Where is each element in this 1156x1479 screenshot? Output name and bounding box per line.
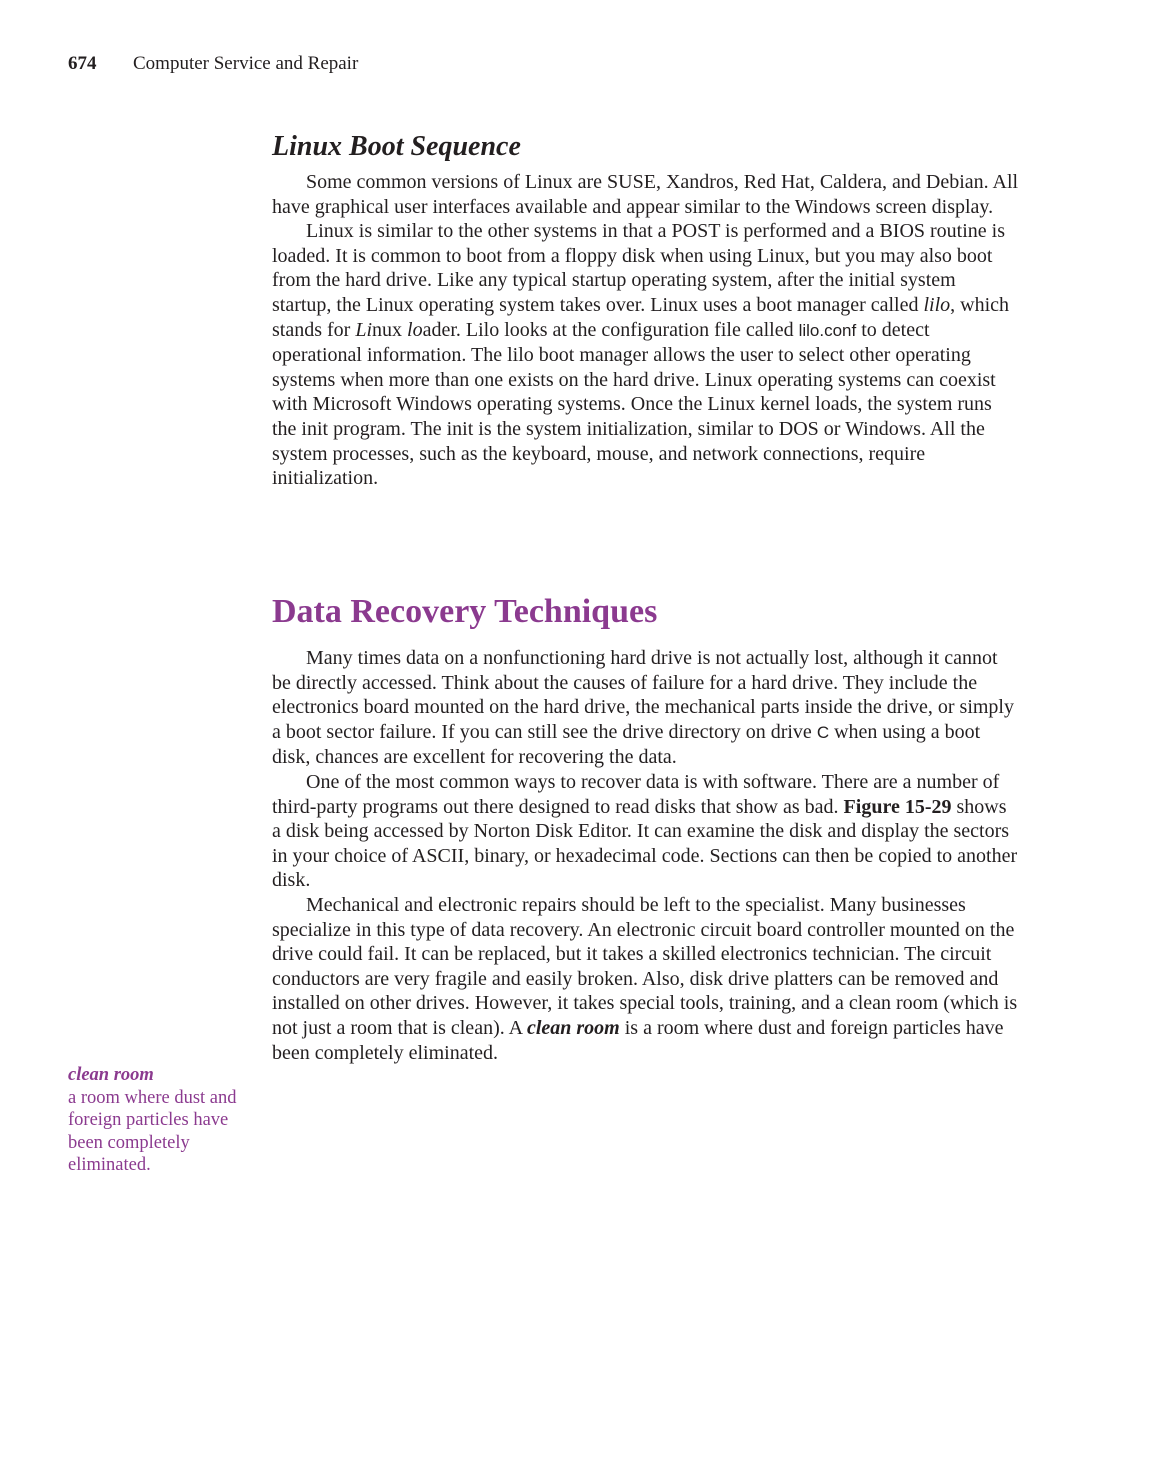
recovery-section-body xyxy=(272,646,1020,1065)
text-run: to detect operational information. The lilo boot manager allows the user to select other operating systems when more than one exists on the hard drive. Linux operating systems can coexist with Microsoft Windows operating systems. Once the Linux kernel loads, the system runs the init program. The init is the system initialization, similar to DOS or Windows. All the system processes, such as the keyboard, mouse, and network connections, require initialization. xyxy=(272,318,996,490)
drive-letter: C xyxy=(816,722,830,742)
section-heading-data-recovery: Data Recovery Techniques xyxy=(272,593,658,630)
text-run: is a room where dust and foreign particles have been completely eliminated. xyxy=(272,1016,1004,1064)
paragraph xyxy=(272,893,1020,1065)
paragraph: Some common versions of Linux are SUSE, Xandros, Red Hat, Caldera, and Debian. All have graphical user interfaces available and appear similar to the Windows screen display. xyxy=(272,171,1019,218)
glossary-definition: a room where dust and foreign particles have been completely eliminated. xyxy=(68,1087,237,1176)
text-run: Mechanical and electronic repairs should be left to the specialist. Many businesses specialize in this type of data recovery. An electronic circuit board controller mounted on the drive could fail. It can be replaced, but it takes a skilled electronics technician. The circuit conductors are very fragile and easily broken. Also, disk drive platters can be removed and installed on other drives. However, it takes special tools, training, and a clean room (which is not just a room that is clean). A xyxy=(272,893,1018,1039)
section-title-linux-boot-sequence: Linux Boot Sequence xyxy=(272,131,521,162)
emphasis-lo: lo xyxy=(407,318,423,341)
text-run: nux xyxy=(372,318,408,341)
text-run: Linux is similar to the other systems in that a POST is performed and a BIOS routine is loaded. It is common to boot from a floppy disk when using Linux, but you may also boot from the hard drive. Like any typical startup operating system, after the initial system startup, the Linux operating system takes over. Linux uses a boot manager called xyxy=(272,220,1005,316)
text-run: shows a disk being accessed by Norton Disk Editor. It can examine the disk and display the sectors in your choice of ASCII, binary, or hexadecimal code. Sections can then be copied to another disk. xyxy=(272,795,1018,892)
filename-lilo-conf: lilo.conf xyxy=(798,320,857,340)
margin-glossary-note xyxy=(68,1064,258,1177)
page-number: 674 xyxy=(68,53,97,74)
text-run: , which stands for xyxy=(272,293,1010,341)
emphasis-lilo: lilo xyxy=(923,293,951,316)
running-head: Computer Service and Repair xyxy=(133,53,359,74)
paragraph xyxy=(272,770,1020,893)
linux-section-body xyxy=(272,170,1020,491)
emphasis-li: Li xyxy=(355,318,373,341)
text-run: ader. Lilo looks at the configuration file called xyxy=(422,318,799,341)
figure-reference: Figure 15-29 xyxy=(843,795,952,818)
paragraph xyxy=(272,646,1020,770)
text-run: when using a boot disk, chances are excellent for recovering the data. xyxy=(272,720,981,769)
key-term-clean-room: clean room xyxy=(526,1016,620,1039)
paragraph xyxy=(272,219,1020,491)
text-run: One of the most common ways to recover data is with software. There are a number of third-party programs out there designed to read disks that show as bad. xyxy=(272,770,1000,818)
glossary-term: clean room xyxy=(68,1065,154,1085)
text-run: Many times data on a nonfunctioning hard drive is not actually lost, although it cannot be directly accessed. Think about the causes of failure for a hard drive. They include the electronics board mounted on the hard drive, the mechanical parts inside the drive, or simply a boot sector failure. If you can still see the drive directory on drive xyxy=(272,647,1014,743)
